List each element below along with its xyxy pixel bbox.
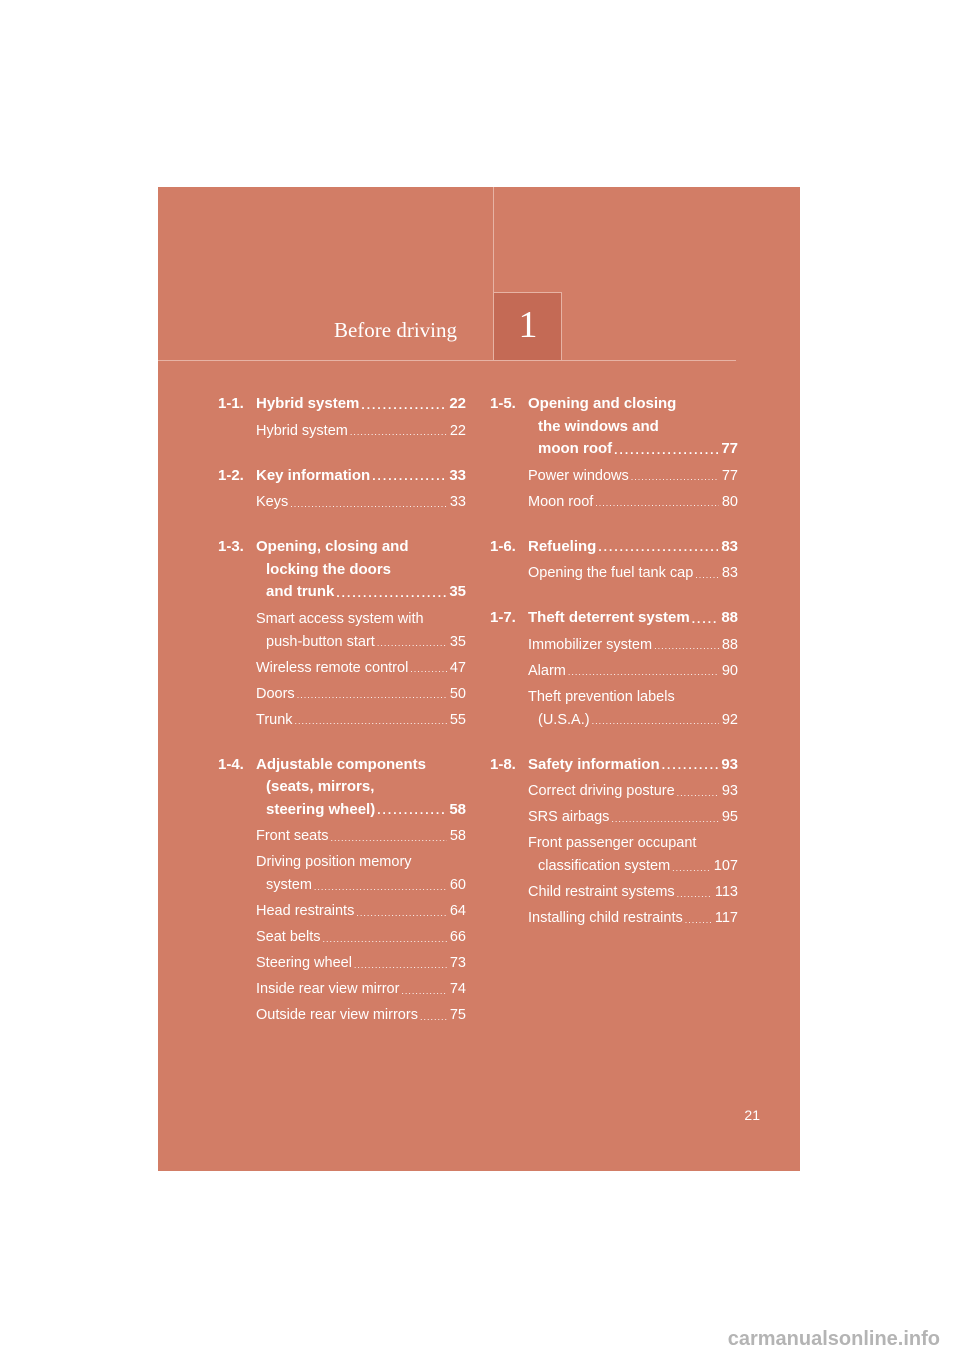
toc-entry[interactable] xyxy=(528,832,738,878)
toc-column-right xyxy=(490,393,738,952)
dot-leader xyxy=(631,469,719,484)
section-title-row[interactable] xyxy=(256,393,466,416)
section-number: 1-8. xyxy=(490,755,516,773)
toc-entry-row[interactable] xyxy=(528,660,738,683)
entry-title: Inside rear view mirror xyxy=(256,981,400,997)
dot-leader xyxy=(297,687,447,702)
entry-page-number: 73 xyxy=(449,955,466,971)
section-items xyxy=(490,562,738,585)
section-title xyxy=(490,393,738,461)
entry-page-number: 83 xyxy=(721,537,738,555)
dot-leader xyxy=(677,785,719,800)
entry-title: Wireless remote control xyxy=(256,659,409,676)
entry-page-number: 66 xyxy=(449,929,466,945)
toc-section xyxy=(490,607,738,732)
section-number: 1-4. xyxy=(218,755,244,773)
entry-title: Safety information xyxy=(528,755,660,773)
entry-page-number: 33 xyxy=(449,494,466,510)
entry-page-number: 93 xyxy=(721,755,738,773)
toc-entry[interactable] xyxy=(256,1004,466,1027)
entry-title: Key information xyxy=(256,466,371,484)
dot-leader xyxy=(654,638,719,653)
toc-section xyxy=(218,754,466,1028)
dot-leader xyxy=(611,811,718,826)
section-title-line: (seats, mirrors, xyxy=(266,778,375,795)
dot-leader xyxy=(568,664,719,679)
entry-page-number: 93 xyxy=(721,783,738,799)
entry-page-number: 107 xyxy=(713,858,738,874)
toc-entry[interactable] xyxy=(256,900,466,923)
dot-leader xyxy=(350,424,447,439)
entry-title: Keys xyxy=(256,494,289,510)
dot-leader xyxy=(323,931,447,946)
entry-title: classification system xyxy=(538,858,671,874)
entry-title: (U.S.A.) xyxy=(538,711,590,728)
toc-entry-row[interactable] xyxy=(528,634,738,657)
entry-title-line: Smart access system with xyxy=(256,610,424,627)
entry-page-number: 35 xyxy=(449,583,466,600)
toc-section xyxy=(490,393,738,514)
toc-entry-row[interactable] xyxy=(256,1004,466,1027)
entry-page-number: 88 xyxy=(721,636,738,653)
entry-title-line: Driving position memory xyxy=(256,854,412,870)
toc-entry[interactable] xyxy=(256,709,466,732)
toc-entry[interactable] xyxy=(256,683,466,706)
entry-title: and trunk xyxy=(266,583,335,600)
toc-section xyxy=(218,536,466,732)
dot-leader xyxy=(372,468,446,483)
section-title-row[interactable] xyxy=(528,438,738,461)
entry-title: Seat belts xyxy=(256,929,321,945)
section-number: 1-3. xyxy=(218,538,244,555)
header-divider-horizontal xyxy=(158,360,736,361)
dot-leader xyxy=(420,1009,447,1024)
toc-section xyxy=(218,465,466,515)
entry-title: Child restraint systems xyxy=(528,884,675,900)
entry-page-number: 33 xyxy=(449,466,466,484)
toc-entry[interactable] xyxy=(256,978,466,1001)
entry-page-number: 22 xyxy=(449,395,466,412)
entry-title: Immobilizer system xyxy=(528,636,653,653)
dot-leader xyxy=(685,912,712,927)
toc-entry-row[interactable] xyxy=(256,683,466,706)
section-heading[interactable] xyxy=(218,393,466,416)
entry-title: Hybrid system xyxy=(256,422,348,439)
entry-page-number: 35 xyxy=(449,633,466,650)
section-number: 1-1. xyxy=(218,395,244,412)
entry-page-number: 74 xyxy=(449,981,466,997)
dot-leader xyxy=(595,495,719,510)
entry-page-number: 83 xyxy=(721,565,738,581)
dot-leader xyxy=(614,442,718,457)
section-title xyxy=(218,393,466,416)
section-heading[interactable] xyxy=(218,465,466,488)
entry-title: Theft deterrent system xyxy=(528,609,690,626)
entry-title: Front seats xyxy=(256,828,329,844)
entry-title: Head restraints xyxy=(256,903,355,919)
section-title-line: Opening and closing xyxy=(528,395,677,412)
entry-page-number: 60 xyxy=(449,877,466,893)
section-title-row[interactable] xyxy=(528,754,738,777)
section-items xyxy=(490,634,738,732)
toc-entry-row[interactable] xyxy=(256,825,466,848)
toc-entry-row[interactable] xyxy=(256,900,466,923)
toc-entry[interactable] xyxy=(528,806,738,829)
entry-title: Correct driving posture xyxy=(528,783,675,799)
entry-title: moon roof xyxy=(538,440,613,457)
toc-section xyxy=(490,754,738,931)
toc-entry-row[interactable] xyxy=(528,881,738,904)
toc-entry[interactable] xyxy=(528,660,738,683)
entry-title: steering wheel) xyxy=(266,800,376,818)
entry-title: Moon roof xyxy=(528,493,594,510)
entry-title: push-button start xyxy=(266,633,375,650)
section-number: 1-6. xyxy=(490,537,516,555)
section-number: 1-2. xyxy=(218,466,244,484)
dot-leader xyxy=(290,496,447,511)
dot-leader xyxy=(695,567,719,582)
toc-entry-row[interactable] xyxy=(256,491,466,514)
section-heading[interactable] xyxy=(490,607,738,630)
section-title-line: the windows and xyxy=(538,417,659,435)
section-title-line: Opening, closing and xyxy=(256,538,409,555)
toc-entry-row[interactable] xyxy=(256,978,466,1001)
entry-page-number: 92 xyxy=(721,711,738,728)
entry-title: Power windows xyxy=(528,467,629,484)
entry-page-number: 47 xyxy=(449,659,466,676)
toc-entry-row[interactable] xyxy=(528,709,738,732)
section-items xyxy=(490,465,738,514)
entry-page-number: 113 xyxy=(714,884,738,900)
watermark: carmanualsonline.info xyxy=(727,1328,940,1350)
section-title-line: locking the doors xyxy=(266,560,392,578)
dot-leader xyxy=(356,905,447,920)
entry-page-number: 58 xyxy=(449,828,466,844)
dot-leader xyxy=(410,661,447,676)
toc-entry-row[interactable] xyxy=(256,420,466,443)
dot-leader xyxy=(662,757,719,772)
dot-leader xyxy=(377,802,446,817)
toc-entry[interactable] xyxy=(256,491,466,514)
section-title xyxy=(218,536,466,604)
section-title-row[interactable] xyxy=(256,581,466,604)
chapter-number: 1 xyxy=(518,304,538,346)
toc-section xyxy=(490,536,738,586)
toc-entry[interactable] xyxy=(256,608,466,654)
entry-title: system xyxy=(266,877,312,893)
section-title xyxy=(218,754,466,822)
entry-page-number: 75 xyxy=(449,1007,466,1023)
entry-title-line: Theft prevention labels xyxy=(528,688,675,705)
dot-leader xyxy=(336,585,446,600)
dot-leader xyxy=(354,957,447,972)
section-items xyxy=(218,825,466,1027)
toc-entry-row[interactable] xyxy=(256,631,466,654)
entry-page-number: 64 xyxy=(449,903,466,919)
toc-entry-row[interactable] xyxy=(528,780,738,803)
entry-title: Opening the fuel tank cap xyxy=(528,565,694,581)
toc-entry[interactable] xyxy=(528,562,738,585)
entry-title: SRS airbags xyxy=(528,809,610,825)
dot-leader xyxy=(677,886,712,901)
toc-entry[interactable] xyxy=(528,780,738,803)
entry-title: Trunk xyxy=(256,711,293,728)
toc-entry-row[interactable] xyxy=(528,465,738,488)
dot-leader xyxy=(592,713,719,728)
toc-column-left xyxy=(218,393,466,1049)
section-items xyxy=(490,780,738,930)
section-title xyxy=(218,465,466,488)
section-heading[interactable] xyxy=(218,754,466,822)
entry-page-number: 77 xyxy=(721,440,738,457)
dot-leader xyxy=(361,397,446,412)
section-title-row[interactable] xyxy=(256,465,466,488)
section-title xyxy=(490,536,738,559)
section-items xyxy=(218,608,466,732)
toc-entry-row[interactable] xyxy=(256,657,466,680)
toc-entry[interactable] xyxy=(256,952,466,975)
section-items xyxy=(218,420,466,443)
dot-leader xyxy=(314,879,447,894)
entry-page-number: 117 xyxy=(714,910,738,926)
dot-leader xyxy=(672,860,711,875)
section-heading[interactable] xyxy=(490,754,738,777)
toc-section xyxy=(218,393,466,443)
section-heading[interactable] xyxy=(218,536,466,604)
dot-leader xyxy=(295,713,447,728)
page-number: 21 xyxy=(744,1107,760,1123)
entry-page-number: 88 xyxy=(721,609,738,626)
section-heading[interactable] xyxy=(490,536,738,559)
entry-title: Outside rear view mirrors xyxy=(256,1007,418,1023)
toc-entry-row[interactable] xyxy=(256,952,466,975)
toc-entry[interactable] xyxy=(528,634,738,657)
entry-page-number: 50 xyxy=(449,685,466,702)
dot-leader xyxy=(692,611,719,626)
dot-leader xyxy=(331,830,447,845)
toc-entry[interactable] xyxy=(528,686,738,732)
entry-title: Installing child restraints xyxy=(528,910,683,926)
entry-title: Steering wheel xyxy=(256,955,352,971)
toc-entry[interactable] xyxy=(256,926,466,949)
chapter-title: Before driving xyxy=(333,318,457,342)
toc-entry[interactable] xyxy=(256,657,466,680)
entry-title: Refueling xyxy=(528,537,597,555)
section-title-line: Adjustable components xyxy=(256,755,427,773)
section-title-row[interactable] xyxy=(528,607,738,630)
toc-entry[interactable] xyxy=(528,465,738,488)
toc-entry[interactable] xyxy=(256,851,466,897)
toc-entry[interactable] xyxy=(256,825,466,848)
entry-page-number: 95 xyxy=(721,809,738,825)
entry-page-number: 77 xyxy=(721,467,738,484)
toc-entry-row[interactable] xyxy=(256,874,466,897)
entry-page-number: 80 xyxy=(721,493,738,510)
section-number: 1-5. xyxy=(490,395,516,412)
section-items xyxy=(218,491,466,514)
toc-entry-row[interactable] xyxy=(528,806,738,829)
section-number: 1-7. xyxy=(490,609,516,626)
section-title xyxy=(490,607,738,630)
toc-entry-row[interactable] xyxy=(256,709,466,732)
entry-page-number: 90 xyxy=(721,662,738,679)
toc-entry-row[interactable] xyxy=(256,926,466,949)
toc-entry-row[interactable] xyxy=(528,562,738,585)
toc-entry-row[interactable] xyxy=(528,491,738,514)
entry-page-number: 55 xyxy=(449,711,466,728)
section-title xyxy=(490,754,738,777)
entry-page-number: 58 xyxy=(449,800,466,818)
toc-entry-row[interactable] xyxy=(528,907,738,930)
section-heading[interactable] xyxy=(490,393,738,461)
dot-leader xyxy=(598,539,718,554)
toc-entry-row[interactable] xyxy=(528,855,738,878)
toc-entry[interactable] xyxy=(256,420,466,443)
section-title-row[interactable] xyxy=(528,536,738,559)
toc-entry[interactable] xyxy=(528,881,738,904)
entry-title-line: Front passenger occupant xyxy=(528,835,697,851)
dot-leader xyxy=(401,983,446,998)
dot-leader xyxy=(377,635,447,650)
toc-entry[interactable] xyxy=(528,491,738,514)
entry-title: Doors xyxy=(256,685,295,702)
section-title-row[interactable] xyxy=(256,799,466,822)
entry-page-number: 22 xyxy=(449,422,466,439)
toc-entry[interactable] xyxy=(528,907,738,930)
entry-title: Alarm xyxy=(528,662,566,679)
entry-title: Hybrid system xyxy=(256,395,360,412)
